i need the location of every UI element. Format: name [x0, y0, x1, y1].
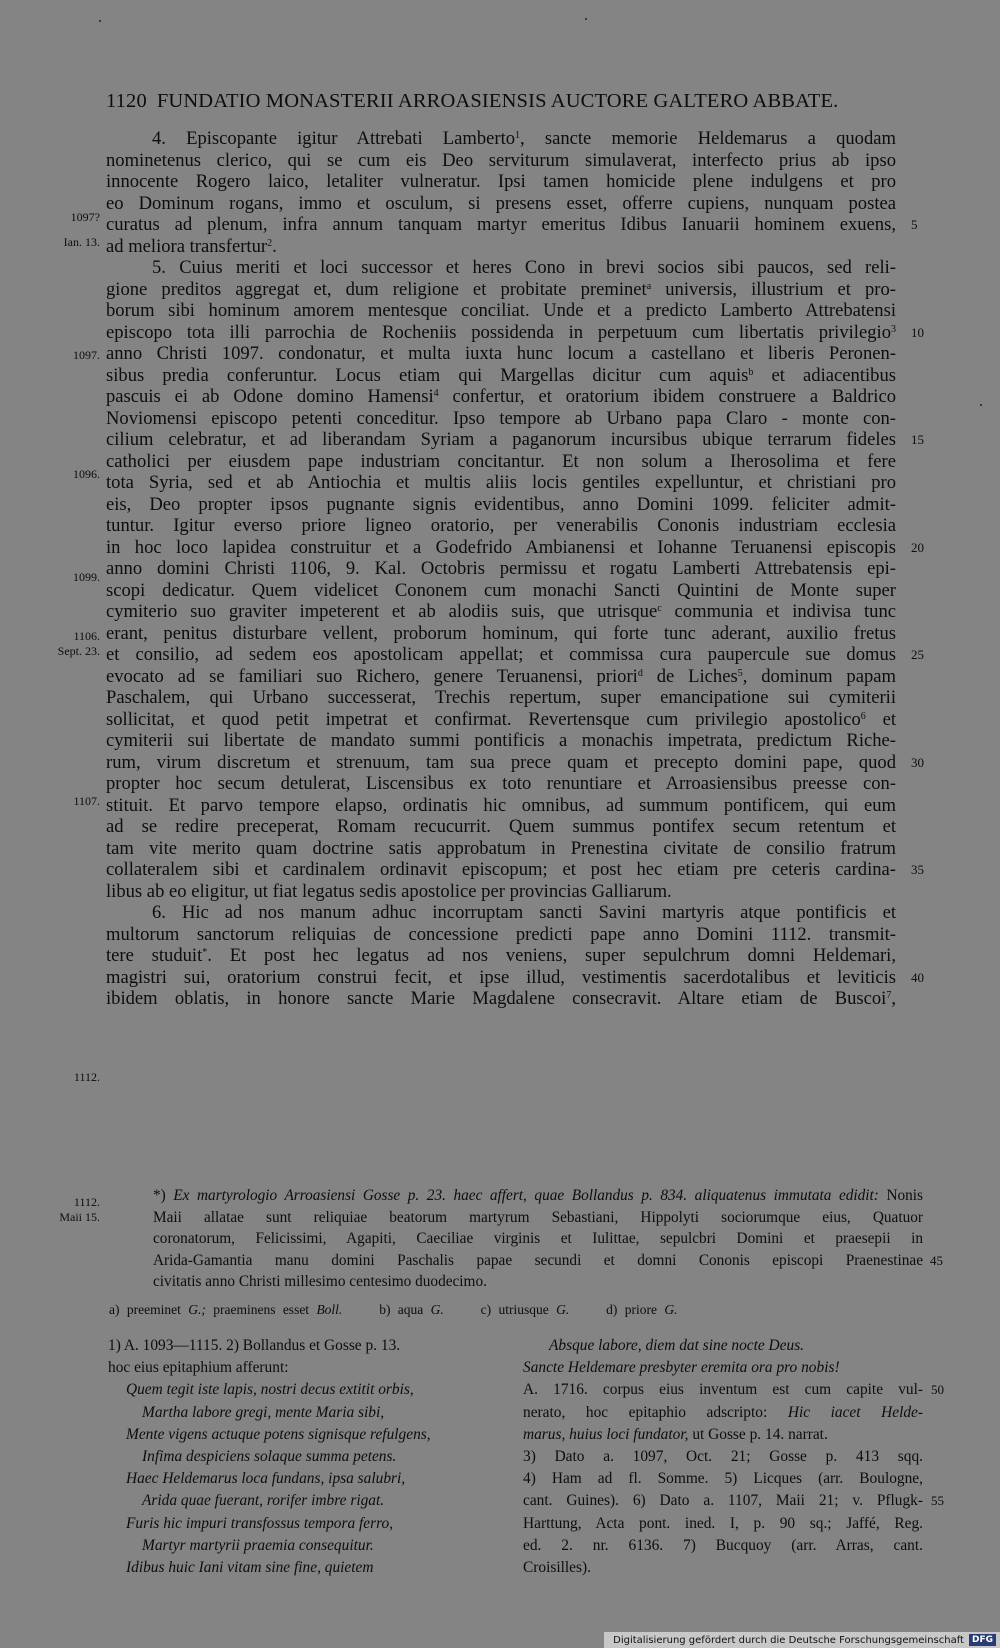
footnote-line: coronatorum, Felicissimi, Agapiti, Caeciliae virginis et Iulittae, sepulcbri Domini et praesepii in: [153, 1230, 923, 1248]
margin-date: 1107.: [73, 794, 100, 808]
epitaph-line: Infima despiciens solaque summa petens.: [142, 1447, 397, 1465]
line-number: 30: [911, 754, 924, 770]
scan-speck: [585, 18, 587, 20]
text-line: propter hoc secum detulerat, Liscensibus ex toto renuntiare et Arroasiensibus preesse con-: [106, 773, 896, 794]
line-number: 50: [931, 1382, 944, 1398]
margin-date: Ian. 13.: [63, 235, 100, 249]
note-line: ed. 2. nr. 6136. 7) Bucquoy (arr. Arras, cant.: [523, 1536, 923, 1554]
text-line: tota Syria, sed et ab Antiochia et multis aliis locis gentiles expelluntur, et christiani pro: [106, 472, 896, 493]
text-line: evocato ad se familiari suo Richero, genere Teruanensi, priori$^d$ de Liches$^5$, dominum papam: [106, 665, 896, 687]
epitaph-line: Mente vigens actuque potens signisque refulgens,: [126, 1425, 431, 1443]
margin-date: 1097?: [70, 210, 100, 224]
scan-speck: [99, 20, 101, 22]
line-number: 35: [911, 862, 924, 877]
note-line: 3) Dato a. 1097, Oct. 21; Gosse p. 413 sqq.: [523, 1447, 923, 1465]
text-line: Noviomensi episcopo petenti conceditur. Ipso tempore ab Urbano papa Claro - monte con-: [106, 407, 896, 429]
line-number: 5: [911, 217, 918, 232]
notes-left-column: [108, 1335, 508, 1579]
text-line: tere studuit*. Et post hec legatus ad nos veniens, super sepulchrum domni Heldemari,: [106, 945, 896, 966]
scan-speck: [980, 404, 982, 406]
line-number: 25: [911, 647, 924, 662]
epitaph-line: Martha labore gregi, mente Maria sibi,: [142, 1403, 385, 1421]
text-line: eis, Deo propter ipsos pugnante signis evidentibus, anno Domini 1099. feliciter admit-: [106, 493, 896, 515]
note-line: marus, huius loci fundator, ut Gosse p. 14. narrat.: [523, 1425, 828, 1443]
epitaph-line: Martyr martyrii praemia consequitur.: [142, 1536, 374, 1554]
text-line: cilium celebratur, et ad liberandam Syriam a paganorum incursibus ubique terrarum fideles 15: [106, 429, 896, 451]
text-line: in hoc loco lapidea construitur et a Godefrido Ambianensi et Iohanne Teruanensi episcopis 20: [106, 537, 896, 559]
text-line: cymiterio suo graviter impeterent et ab alodiis suis, que utrisque$^c$ communia et indivisa tunc: [106, 601, 896, 622]
text-line: anno domini Christi 1106, 9. Kal. Octobris permissu et rogatu Lamberti Attrebatensis epi-: [106, 558, 896, 579]
text-line: stituit. Et parvo tempore elapso, ordinatis hic omnibus, ad summum pontificem, qui eum: [106, 794, 896, 816]
margin-date: 1112.: [73, 1195, 100, 1209]
text-line: catholici per eiusdem pape industriam concitantur. Et non solum a Iherosolima et fere: [106, 450, 896, 472]
epitaph-line: Idibus huic Iani vitam sine fine, quietem: [126, 1558, 374, 1576]
text-line: pascuis ei ab Odone domino Hamensi$^4$ confertur, et oratorium ibidem construere a Baldrico: [106, 386, 896, 407]
line-number: 15: [911, 432, 924, 447]
text-line: sibus predia conferuntur. Locus etiam qui Margellas dicitur cum aquis$^b$ et adiacentibus: [106, 364, 896, 386]
star-footnote: [153, 1185, 943, 1293]
note-line: Harttung, Acta pont. ined. I, p. 90 sq.; Jaffé, Reg.: [523, 1514, 923, 1532]
dfg-logo: DFG: [969, 1634, 996, 1646]
credit-text: Digitalisierung gefördert durch die Deutsche Forschungsgemeinschaft: [613, 1634, 964, 1646]
digitization-credit-bar: [604, 1632, 1000, 1648]
text-line: et consilio, ad sedem eos apostolicam appellat; et commissa cura paupercule sue domus 25: [106, 644, 896, 666]
note-line: 1) A. 1093—1115. 2) Bollandus et Gosse p. 13.: [108, 1337, 401, 1354]
text-line: scopi dedicatur. Quem videlicet Cononem cum monachi Sancti Quintini de Monte super: [106, 579, 896, 601]
text-line: borum sibi hominum amorem mentesque conciliat. Unde et a predicto Lamberto Attrebatensi: [106, 300, 896, 321]
epitaph-line: Furis hic impuri transfossus tempora ferro,: [126, 1514, 394, 1532]
text-line: cymiterii sui libertate de mandato summi pontificis a monachis impetrata, predictum Riche-: [106, 730, 896, 751]
epitaph-line: Quem tegit iste lapis, nostri decus extitit orbis,: [126, 1381, 414, 1399]
text-line: Paschalem, qui Urbano successerat, Trechis repertum, super emancipatione sui cymiterii: [106, 687, 896, 708]
footnote-line: Maii allatae sunt reliquiae beatorum martyrum Sebastiani, Hippolyti sociorumque eius, Quatuor: [153, 1208, 923, 1226]
text-line: sollicitat, et quod petit impetrat et confirmat. Revertensque cum privilegio apostolico$^6$ et: [106, 708, 896, 730]
margin-date: 1096.: [73, 467, 100, 481]
text-line: tam vite merito quam doctrine satis approbatum in Prenestina civitate de consilio fratrum: [106, 837, 896, 859]
text-line: anno Christi 1097. condonatur, et multa iuxta hunc locum a castellano et liberis Peronen-: [106, 343, 896, 364]
line-number: 20: [911, 539, 924, 555]
note-line: Croisilles).: [523, 1558, 591, 1576]
text-line: ad se redire preceperat, Romam recucurrit. Quem summus pontifex secum retentum et: [106, 816, 896, 837]
note-line: hoc eius epitaphium afferunt:: [108, 1359, 289, 1377]
footnote-line: *) Ex martyrologio Arroasiensi Gosse p. 23. haec affert, quae Bollandus p. 834. aliquatenus immutata edidit: Nonis: [153, 1187, 923, 1204]
text-line: innocente Rogero laico, letaliter vulneratur. Ipsi tamen homicide plene indulgens et pro: [106, 171, 896, 192]
text-line: gione preditos aggregat et, dum religione et probitate preminet$^a$ universis, illustrium et pro-: [106, 278, 896, 300]
margin-date: 1106.: [73, 629, 100, 643]
running-header: [106, 90, 886, 113]
text-line: collateralem sibi et cardinalem ordinavit episcopum; et post hec etiam pre ceteris cardina- 35: [106, 859, 896, 881]
margin-date: 1097.: [73, 348, 100, 362]
text-line: episcopo tota illi parrochia de Rocheniis possidenda in perpetuum cum libertatis privilegio$^3$ 10: [106, 322, 896, 344]
text-line: libus ab eo eligitur, ut fiat legatus sedis apostolice per provincias Galliarum.: [106, 880, 672, 902]
running-title: FUNDATIO MONASTERII ARROASIENSIS AUCTORE GALTERO ABBATE.: [156, 90, 839, 112]
text-line: curatus ad plenum, infra annum tanquam martyr emeritus Idibus Ianuarii hominem exuens, 5: [106, 214, 896, 236]
text-line: ibidem oblatis, in honore sancte Marie Magdalene consecravit. Altare etiam de Buscoi$^7$,: [106, 988, 896, 1009]
line-number: 40: [911, 969, 924, 985]
text-line: nominetenus clerico, qui se cum eis Deo serviturum simulaverat, interfecto prius ab ipso: [106, 149, 896, 171]
margin-date: 1112.: [73, 1070, 100, 1084]
note-line: A. 1716. corpus eius inventum est cum capite vul- 50: [523, 1379, 923, 1401]
text-line: erant, penitus disturbare vellent, proborum hominum, qui forte tunc aderant, auxilio fretus: [106, 622, 896, 644]
notes-right-column: [523, 1335, 944, 1579]
footnote-line: Arida-Gamantia manu domini Paschalis papae secundi et domni Cononis episcopi Praenestinae 45: [153, 1250, 923, 1272]
main-text: [106, 128, 924, 1010]
page-number: 1120: [106, 90, 147, 112]
text-line: 5. Cuius meriti et loci successor et heres Cono in brevi socios sibi paucos, sed reli-: [152, 257, 896, 278]
note-line: Sancte Heldemare presbyter eremita ora pro nobis!: [523, 1359, 840, 1377]
variant-readings: a) preeminet G.; praeminens esset Boll. b) aqua G. c) utriusque G. d) priore G.: [109, 1302, 678, 1317]
note-line: 4) Ham ad fl. Somme. 5) Licques (arr. Boulogne,: [523, 1470, 923, 1488]
text-line: ad meliora transfertur$^2$.: [106, 235, 277, 257]
text-line: magistri sui, oratorium construi fecit, et ipse illud, vestimentis sacerdotalibus et leviticis 40: [106, 967, 896, 989]
text-line: 4. Episcopante igitur Attrebati Lamberto$^1$, sancte memorie Heldemarus a quodam: [152, 128, 896, 149]
epitaph-line: Haec Heldemarus loca fundans, ipsa salubri,: [126, 1470, 406, 1488]
text-line: multorum sanctorum reliquias de concessione predicti pape anno Domini 1112. transmit-: [106, 923, 896, 945]
epitaph-line: Absque labore, diem dat sine nocte Deus.: [549, 1337, 805, 1354]
text-line: 6. Hic ad nos manum adhuc incorruptam sancti Savini martyris atque pontificis et: [152, 902, 896, 923]
text-line: rum, virum discretum et strenuum, tam sua prece quam et precepto domini pape, quod 30: [106, 752, 896, 774]
text-line: eo Dominum rogans, immo et osculum, si presens esset, offerre cupiens, nunquam postea: [106, 192, 896, 214]
line-number: 55: [931, 1493, 944, 1509]
note-line: cant. Guines). 6) Dato a. 1107, Maii 21; v. Pflugk- 55: [523, 1490, 923, 1512]
text-line: tuntur. Igitur everso priore ligneo oratorio, per venerabilis Cononis industriam ecclesia: [106, 515, 896, 536]
note-line: nerato, hoc epitaphio adscripto: Hic iacet Helde-: [523, 1403, 923, 1421]
line-number: 10: [911, 324, 924, 340]
margin-date: 1099.: [73, 570, 100, 584]
margin-date: Sept. 23.: [57, 644, 100, 658]
footnote-line: civitatis anno Christi millesimo centesimo duodecimo.: [153, 1273, 487, 1291]
margin-date: Maii 15.: [59, 1210, 100, 1224]
line-number: 45: [930, 1252, 943, 1268]
epitaph-line: Arida quae fuerant, rorifer imbre rigat.: [142, 1492, 385, 1510]
